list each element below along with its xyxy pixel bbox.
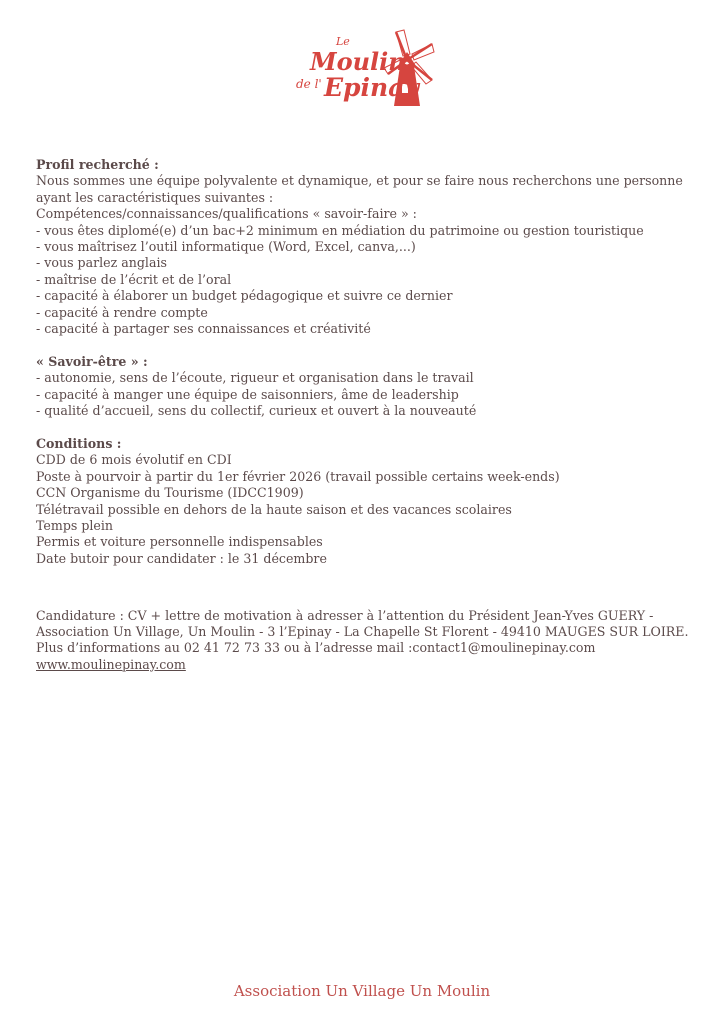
savoir-etre-item: - autonomie, sens de l’écoute, rigueur et organisation dans le travail — [36, 370, 474, 386]
footer-association-name: Association Un Village Un Moulin — [233, 982, 491, 1000]
moulin-epinay-logo — [296, 22, 436, 108]
conditions-item: Télétravail possible en dehors de la haute saison et des vacances scolaires — [36, 501, 512, 517]
candidature-line: Association Un Village, Un Moulin - 3 l’Epinay - La Chapelle St Florent - 49410 MAUGES SUR LOIRE. — [36, 623, 689, 639]
conditions-heading: Conditions : — [36, 435, 122, 451]
profil-item: - capacité à élaborer un budget pédagogique et suivre ce dernier — [36, 288, 453, 304]
spacer — [36, 567, 696, 583]
profil-intro-line: ayant les caractéristiques suivantes : — [36, 189, 274, 205]
savoir-etre-heading: « Savoir-être » : — [36, 353, 148, 369]
profil-item: - vous parlez anglais — [36, 255, 167, 271]
spacer — [36, 337, 696, 353]
profil-item: - vous maîtrisez l’outil informatique (Word, Excel, canva,...) — [36, 239, 416, 255]
conditions-item: CDD de 6 mois évolutif en CDI — [36, 452, 232, 468]
candidature-line: Plus d’informations au 02 41 72 73 33 ou à l’adresse mail :contact1@moulinepinay.com — [36, 640, 596, 656]
profil-intro-line: Nous sommes une équipe polyvalente et dynamique, et pour se faire nous recherchons une personne — [36, 173, 683, 189]
job-offer-body — [36, 157, 696, 673]
conditions-item: Date butoir pour candidater : le 31 décembre — [36, 550, 327, 566]
profil-item: - capacité à partager ses connaissances et créativité — [36, 321, 371, 337]
savoir-etre-item: - capacité à manger une équipe de saisonniers, âme de leadership — [36, 386, 459, 402]
conditions-item: Permis et voiture personnelle indispensables — [36, 534, 323, 550]
logo-de: de l' — [296, 77, 322, 91]
logo-epinay: Epinay — [324, 73, 419, 102]
profil-item: - maîtrise de l’écrit et de l’oral — [36, 271, 232, 287]
conditions-item: Temps plein — [36, 517, 114, 533]
conditions-item: Poste à pourvoir à partir du 1er février 2026 (travail possible certains week-ends) — [36, 468, 560, 484]
candidature-line: Candidature : CV + lettre de motivation à adresser à l’attention du Président Jean-Yves GUERY - — [36, 607, 654, 623]
windmill-logo-icon — [296, 22, 436, 108]
competences-title: Compétences/connaissances/qualifications « savoir-faire » : — [36, 206, 417, 222]
profil-item: - vous êtes diplomé(e) d’un bac+2 minimum en médiation du patrimoine ou gestion touristique — [36, 222, 644, 238]
spacer — [36, 584, 696, 608]
logo-le: Le — [336, 35, 350, 48]
profil-heading: Profil recherché : — [36, 157, 159, 172]
profil-item: - capacité à rendre compte — [36, 304, 208, 320]
website-link[interactable]: www.moulinepinay.com — [36, 656, 186, 672]
conditions-item: CCN Organisme du Tourisme (IDCC1909) — [36, 485, 304, 501]
logo-moulin: Moulin — [310, 47, 406, 76]
spacer — [36, 419, 696, 435]
savoir-etre-item: - qualité d’accueil, sens du collectif, curieux et ouvert à la nouveauté — [36, 403, 477, 419]
